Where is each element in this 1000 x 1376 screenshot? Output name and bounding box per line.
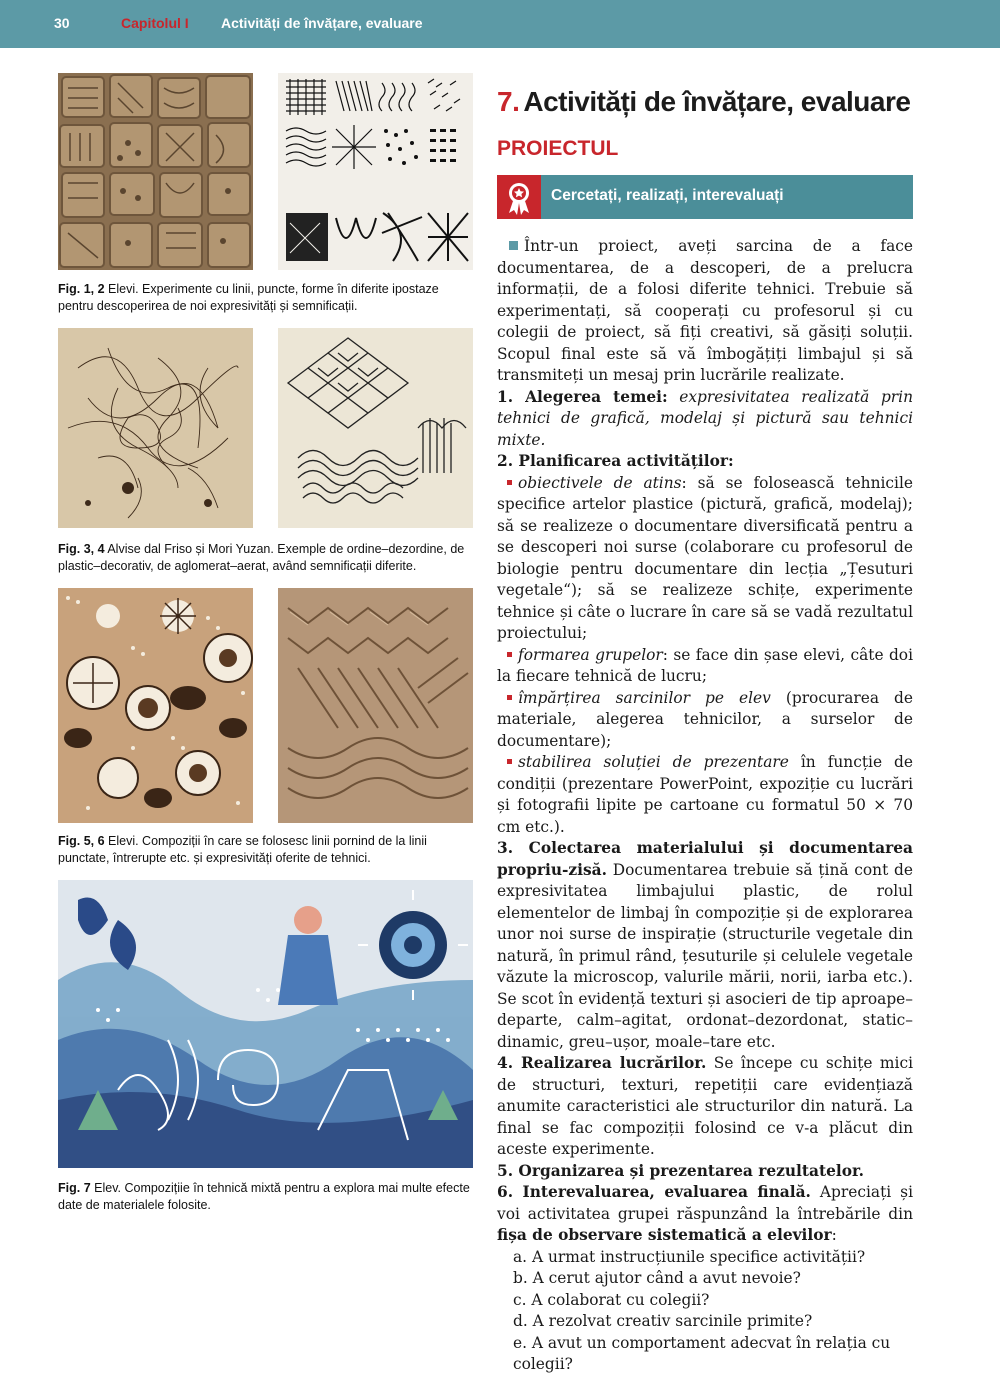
- bullet-label: formarea grupelor: [518, 645, 663, 664]
- lesson-title: [497, 86, 910, 118]
- caption-label: Fig. 1, 2: [58, 282, 105, 296]
- project-heading: PROIECTUL: [497, 137, 619, 160]
- caption-text: Elevi. Experimente cu linii, puncte, forme în diferite ipostaze pentru descoperirea de noi expresivități și semnificații.: [58, 282, 439, 313]
- caption-text: Elevi. Compoziții în care se folosesc linii pornind de la linii punctate, întrerupte etc. și expresivități oferite de tehnici.: [58, 834, 427, 865]
- lesson-number: 7.: [497, 86, 520, 117]
- question-item: a. A urmat instrucțiunile specifice activității?: [513, 1247, 866, 1266]
- bullet-objectives: [497, 473, 913, 645]
- step-5: [497, 1161, 913, 1183]
- question-item: c. A colaborat cu colegii?: [513, 1290, 710, 1309]
- bullet-icon: [507, 480, 512, 485]
- square-bullet-icon: [509, 241, 518, 250]
- section-label: Activități de învățare, evaluare: [221, 15, 423, 31]
- caption-fig-1-2: [58, 281, 476, 314]
- bullet-presentation: [497, 752, 913, 838]
- caption-fig-7: [58, 1180, 476, 1213]
- intro-text: Într-un proiect, aveți sarcina de a face documentarea, de a descoperi, de a prelucra informații, de a folosi diferite tehnici. Trebuie să experimentați, să cooperați cu profesorul și cu colegii de proiect, să fiți creativi, să găsiți soluții. Scopul final este să vă îmbogățiți limbajul și să transmiteți un mesaj prin lucrările realizate.: [497, 237, 913, 384]
- step-label: 1. Alegerea temei:: [497, 387, 668, 406]
- bullet-icon: [507, 759, 512, 764]
- step-6: [497, 1182, 913, 1247]
- page-number: 30: [54, 15, 70, 31]
- step-label: 4. Realizarea lucrărilor.: [497, 1054, 707, 1072]
- step-text: Documentarea trebuie să țină cont de expresivitatea limbajului plastic, de rolul elementelor de limbaj în compoziție și de explorarea unor noi surse de inspirație (structurile vegetale din natură, în primul rând, țesuturile și celulele vegetale văzute la microscop, valurile mării, norii, iarba etc.). Se scot în evidență texturi și asocieri de tip aproape–departe, calm–agitat, ordonat–dezordonat, static–dinamic, greu–ușor, moale–tare etc.: [497, 860, 913, 1051]
- step-2: [497, 451, 913, 473]
- figure-5-painted-composition: [58, 588, 253, 823]
- question-item: d. A rezolvat creativ sarcinile primite?: [513, 1312, 813, 1330]
- step-text: expresivitatea realizată prin tehnici de grafică, modelaj și pictură sau tehnici mixte.: [497, 387, 913, 449]
- step-label: 3. Colectarea materialului și documentarea propriu-zisă.: [497, 839, 913, 879]
- bullet-text: : se face din șase elevi, câte doi la fiecare tehnică de lucru;: [497, 645, 913, 685]
- banner-text: Cercetați, realizați, interevaluați: [551, 187, 784, 204]
- caption-fig-5-6: [58, 833, 476, 866]
- bullet-label: stabilirea soluției de prezentare: [518, 753, 789, 771]
- intro-paragraph: [497, 236, 913, 387]
- activity-banner: [497, 175, 913, 219]
- figure-4-pattern-print: [278, 328, 473, 528]
- figure-2-ink-textures: [278, 73, 473, 270]
- step-label: 6. Interevaluarea, evaluarea finală.: [497, 1183, 811, 1201]
- question-item: b. A cerut ajutor când a avut nevoie?: [513, 1269, 801, 1287]
- bullet-label: împărțirea sarcinilor pe elev: [518, 688, 771, 707]
- bullet-text: : să se folosească tehnicile specifice artelor plastice (pictură, grafică, modelaj); să se realizeze o documentare diversificată pentru a se descoperi noi surse (colaborare cu profesorul de biologie pentru documentare din lecția „Țesuturi vegetale“); să se realizeze schițe, experimente tehnice și câte o lucrare în care să se vadă rezultatul proiectului;: [497, 473, 913, 642]
- chapter-label: Capitolul I: [121, 15, 189, 31]
- step-text: Se începe cu schițe mici de structuri, texturi, repetiții care evidențiază anumite caracteristici ale structurilor din natură. La final se fac compoziții folosind ce v-a plăcut din aceste experimente.: [497, 1054, 913, 1158]
- caption-label: Fig. 5, 6: [58, 834, 105, 848]
- figure-1-clay-tiles: [58, 73, 253, 270]
- step-text: Apreciați și voi activitatea grupei răspunzând la întrebările din: [497, 1183, 913, 1223]
- figure-3-tangled-lines: [58, 328, 253, 528]
- figure-6-clay-relief: [278, 588, 473, 823]
- question-item: e. A avut un comportament adecvat în relația cu colegii?: [513, 1333, 891, 1373]
- step-label: 5. Organizarea și prezentarea rezultatelor.: [497, 1161, 865, 1180]
- observation-sheet-label: fișa de observare sistematică a elevilor: [497, 1226, 832, 1244]
- step-4: [497, 1053, 913, 1161]
- step-label: 2. Planificarea activităților:: [497, 452, 734, 470]
- bullet-label: obiectivele de atins: [518, 473, 682, 492]
- bullet-tasks: [497, 688, 913, 753]
- step-3: [497, 838, 913, 1053]
- caption-label: Fig. 3, 4: [58, 542, 105, 556]
- page-header: [0, 0, 1000, 48]
- project-body: [497, 236, 913, 1376]
- caption-text: Alvise dal Friso și Mori Yuzan. Exemple de ordine–dezordine, de plastic–decorativ, de aglomerat–aerat, având semnificații diferite.: [58, 542, 465, 573]
- step-1: [497, 387, 913, 452]
- lesson-title-text: Activități de învățare, evaluare: [523, 86, 911, 117]
- bullet-groups: [497, 645, 913, 688]
- caption-text: Elev. Compozițiie în tehnică mixtă pentru a explora mai multe efecte date de materialele folosite.: [58, 1181, 470, 1212]
- bullet-icon: [507, 695, 512, 700]
- award-ribbon-icon: [497, 175, 541, 219]
- bullet-text: în funcție de condiții (prezentare PowerPoint, expoziție cu lucrări și fotografii lipite pe cartoane cu formatul 50 × 70 cm etc.).: [497, 753, 913, 836]
- caption-label: Fig. 7: [58, 1181, 91, 1195]
- step-text-end: :: [831, 1226, 837, 1244]
- figure-7-mixed-technique: [58, 880, 473, 1168]
- caption-fig-3-4: [58, 541, 476, 574]
- bullet-icon: [507, 652, 512, 657]
- bullet-text: (procurarea de materiale, alegerea tehnicilor, a surselor de documentare);: [497, 688, 913, 750]
